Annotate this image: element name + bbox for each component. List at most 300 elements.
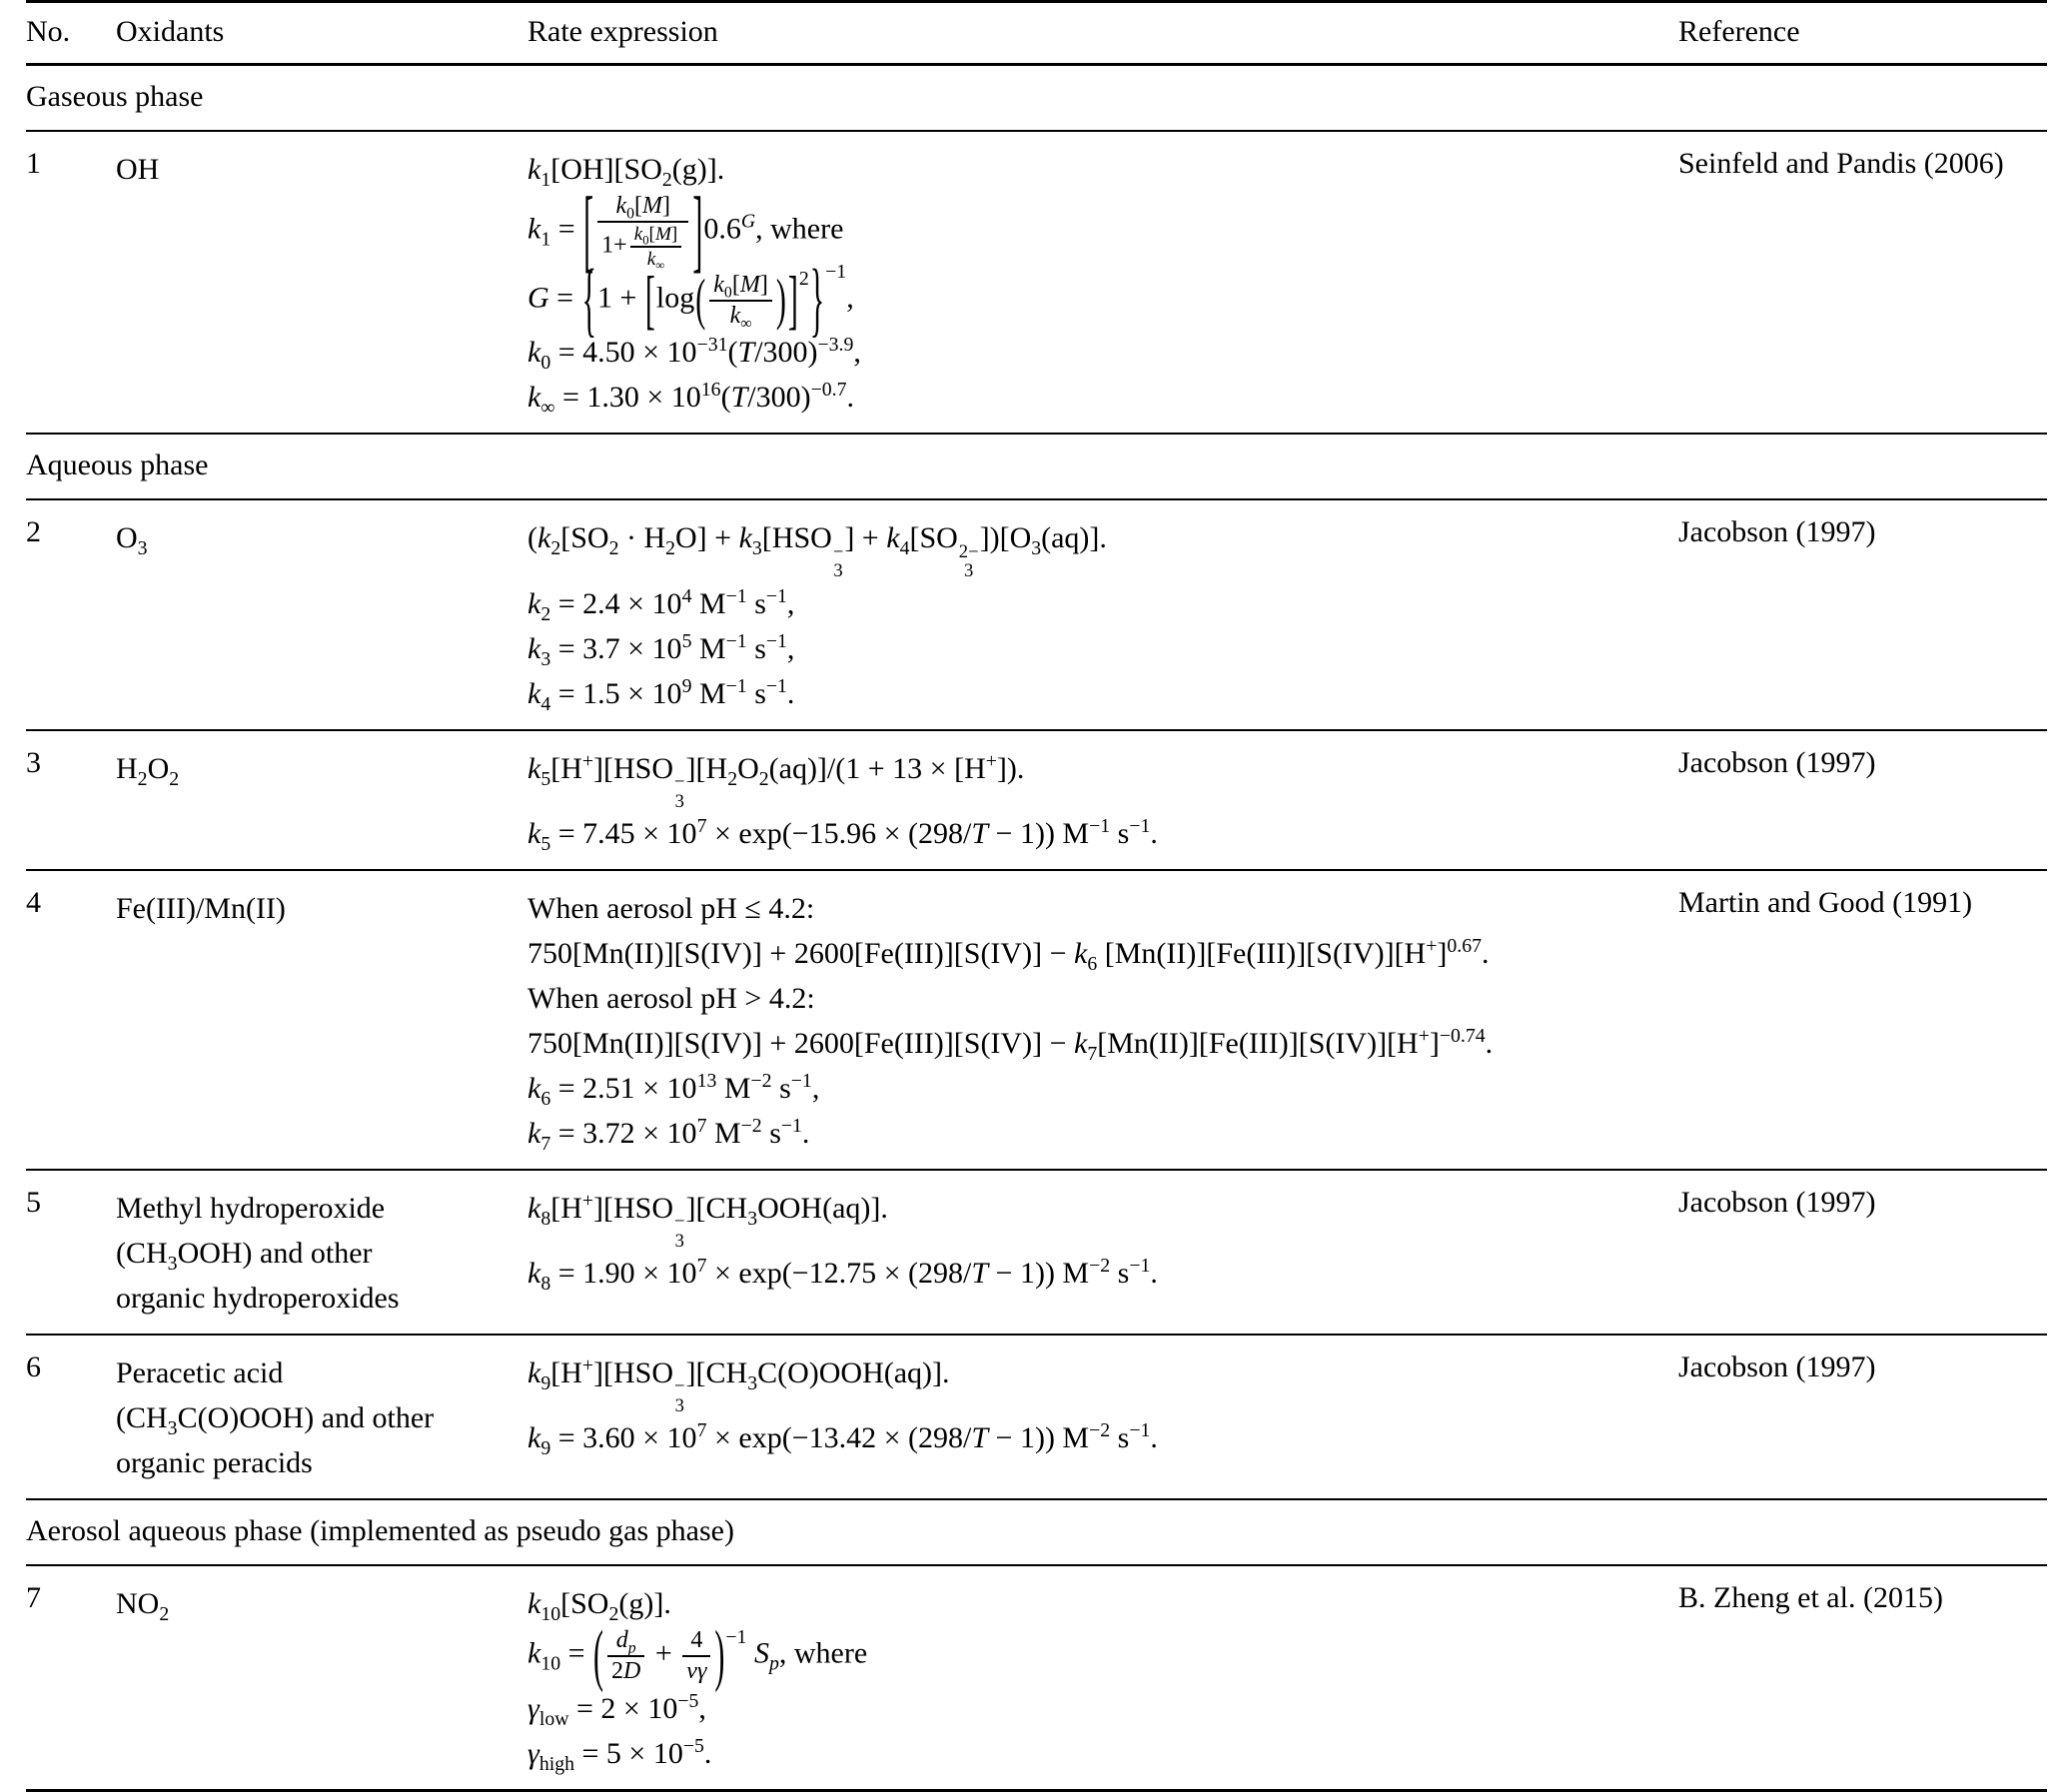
- stack-sub: [675, 1396, 684, 1416]
- math-var: k: [1074, 1027, 1088, 1061]
- subscript: [540, 603, 550, 625]
- math-text: , where: [755, 212, 844, 246]
- section-label: Gaseous phase: [26, 80, 204, 113]
- oxidant-line: [116, 1440, 527, 1485]
- denominator: [607, 1655, 644, 1686]
- row-number: 7: [26, 1581, 41, 1615]
- math-text: s: [761, 1117, 781, 1151]
- math-text: 9: [540, 1372, 551, 1395]
- math-text: −31: [696, 334, 728, 357]
- math-text: , where: [778, 1636, 868, 1670]
- math-text: When aerosol pH > 4.2:: [527, 982, 815, 1016]
- math-text: −1: [765, 674, 787, 697]
- math-text: ,: [786, 631, 795, 665]
- rate-expression-line: [527, 746, 1678, 811]
- math-text: = 1.90 × 10: [550, 1257, 697, 1291]
- subscript: [1031, 537, 1041, 559]
- table-row: [26, 500, 2047, 730]
- math-text: M: [691, 631, 726, 665]
- math-text: −1: [765, 629, 787, 652]
- math-text: 3: [1031, 537, 1042, 560]
- table-row: [26, 1171, 2047, 1336]
- subscript: [727, 768, 737, 790]
- math-text: 3: [137, 537, 148, 560]
- row-number: 2: [26, 515, 41, 549]
- math-text: (g)].: [671, 153, 725, 186]
- math-text: × exp(−15.96 × (298/: [706, 817, 972, 851]
- math-text: .: [786, 676, 795, 710]
- math-text: ][HSO: [593, 751, 674, 785]
- oxidant-line: [116, 886, 527, 931]
- superscript: [697, 1070, 717, 1092]
- math-text: = 3.72 × 10: [550, 1117, 697, 1151]
- math-text: [Mn(II)][Fe(III)][S(IV)][H: [1097, 937, 1427, 971]
- subscript: [540, 1372, 550, 1394]
- math-var: k: [633, 223, 643, 245]
- superscript: [986, 750, 997, 772]
- math-text: · H: [618, 521, 666, 555]
- subscript: [540, 768, 550, 790]
- math-text: 10: [540, 1652, 561, 1675]
- subscript: [665, 537, 675, 559]
- oxidant-cell: [116, 1350, 527, 1485]
- rate-expression-line: [527, 1251, 1678, 1296]
- math-text: 750[Mn(II)][S(IV)] + 2600[Fe(III)][S(IV)] −: [527, 937, 1074, 971]
- math-text: 0: [642, 233, 649, 248]
- subscript: [138, 537, 148, 559]
- math-text: 3: [747, 1372, 758, 1395]
- subscript: [540, 833, 550, 855]
- math-text: [Mn(II)][Fe(III)][S(IV)][H: [1097, 1027, 1419, 1061]
- oxidant-line: [116, 1581, 527, 1626]
- row-number: 4: [26, 886, 41, 920]
- math-text: +: [985, 749, 997, 772]
- math-text: ]: [670, 223, 678, 245]
- rate-expression-line: [527, 1186, 1678, 1251]
- math-text: −1: [1129, 1419, 1151, 1442]
- denominator: [682, 1655, 710, 1686]
- section-label: Aerosol aqueous phase (implemented as pseudo gas phase): [26, 1514, 734, 1548]
- math-text: 0: [540, 352, 551, 375]
- math-var: M: [654, 223, 671, 245]
- rate-expression-cell: [527, 147, 1678, 420]
- math-text: ])[O: [979, 521, 1032, 555]
- math-text: ]: [662, 193, 671, 219]
- math-var: T: [971, 1257, 989, 1291]
- superscript: [1129, 815, 1150, 837]
- math-text: −2: [1089, 1419, 1111, 1442]
- math-var: γ: [527, 1691, 539, 1725]
- math-text: .: [1482, 937, 1490, 971]
- math-var: k: [1074, 937, 1088, 971]
- denominator: [709, 300, 772, 331]
- math-text: 5: [540, 767, 551, 790]
- math-text: 2: [608, 537, 619, 560]
- subscript: [168, 1417, 178, 1439]
- math-text: 1+: [601, 232, 627, 259]
- rate-expression-line: [527, 1415, 1678, 1460]
- math-text: 0.6: [703, 212, 741, 246]
- math-text: ][HSO: [593, 1356, 674, 1390]
- math-var: k: [527, 212, 541, 246]
- math-text: 7: [696, 815, 707, 838]
- math-text: [OH][SO: [550, 153, 662, 186]
- oxidant-cell: [116, 515, 527, 560]
- math-text: /300): [747, 381, 811, 415]
- math-var: k: [615, 193, 627, 219]
- subscript: [609, 537, 619, 559]
- math-var: T: [730, 381, 748, 415]
- math-text: = 1.5 × 10: [550, 676, 682, 710]
- rate-expression-line: [527, 1021, 1678, 1066]
- subscript: [540, 1653, 560, 1675]
- math-text: × exp(−13.42 × (298/: [706, 1421, 972, 1455]
- rate-expression-line: [527, 581, 1678, 626]
- math-text: log: [655, 281, 695, 315]
- math-text: −0.7: [810, 379, 847, 402]
- math-var: k: [527, 1636, 541, 1670]
- subscript: [540, 397, 554, 419]
- math-text: OOH(aq)].: [757, 1192, 888, 1226]
- superscript: [582, 1190, 593, 1212]
- math-var: S: [753, 1636, 769, 1670]
- math-text: 0: [723, 284, 732, 302]
- stack-sub: [675, 1232, 684, 1252]
- math-var: γ: [527, 1736, 539, 1770]
- subscript: [540, 1088, 550, 1110]
- math-text: −1: [725, 584, 747, 607]
- math-text: ]: [1437, 937, 1448, 971]
- math-var: k: [527, 1192, 541, 1226]
- math-var: T: [971, 817, 989, 851]
- table-row: [26, 1566, 2047, 1792]
- math-text: .: [1150, 1257, 1158, 1291]
- fraction: [709, 271, 772, 331]
- math-text: −1: [825, 260, 847, 283]
- math-text: 4: [681, 584, 692, 607]
- math-text: 9: [540, 1437, 551, 1460]
- math-var: T: [971, 1421, 989, 1455]
- math-text: [H: [550, 751, 582, 785]
- math-text: 2: [665, 537, 675, 560]
- math-text: 7: [696, 1255, 707, 1278]
- superscript: [766, 585, 787, 607]
- rate-expression-line: [527, 811, 1678, 856]
- math-text: = 1.30 × 10: [554, 381, 701, 415]
- oxidant-line: [116, 147, 527, 192]
- superscript: [726, 630, 747, 652]
- math-text: .: [1150, 817, 1158, 851]
- math-text: 2: [727, 767, 738, 790]
- math-text: 4: [690, 1627, 703, 1654]
- math-text: (g)].: [618, 1587, 671, 1621]
- math-text: OH: [116, 153, 160, 186]
- stretchy-bracket: }: [809, 254, 825, 347]
- numerator: [682, 1626, 710, 1655]
- sub-sup-stack: [959, 542, 979, 581]
- math-text: .: [1485, 1027, 1494, 1061]
- superscript: [1089, 815, 1110, 837]
- math-var: k: [527, 1257, 541, 1291]
- math-text: −1: [1089, 815, 1111, 838]
- math-var: T: [737, 336, 755, 370]
- math-text: H: [116, 751, 138, 785]
- math-text: − 1)) M: [988, 817, 1090, 851]
- rate-expression-line: [527, 1731, 1678, 1776]
- math-text: 3: [674, 1394, 684, 1416]
- math-text: Peracetic acid: [116, 1356, 284, 1390]
- math-text: [: [648, 223, 655, 245]
- math-var: k: [527, 1587, 541, 1621]
- math-var: k: [738, 521, 752, 555]
- rate-expression-line: [527, 976, 1678, 1021]
- math-text: .: [1150, 1421, 1158, 1455]
- math-text: ∞: [540, 397, 555, 420]
- row-number: 1: [26, 147, 41, 180]
- math-text: .: [703, 1736, 712, 1770]
- fraction: [597, 192, 688, 271]
- superscript: [766, 675, 787, 697]
- reference-cell: Seinfeld and Pandis (2006): [1678, 147, 2004, 180]
- math-var: k: [527, 751, 541, 785]
- math-text: ][CH: [685, 1356, 748, 1390]
- subscript: [540, 1273, 550, 1295]
- math-var: vγ: [686, 1657, 707, 1684]
- superscript: [1440, 1025, 1486, 1047]
- reference-cell: Jacobson (1997): [1678, 745, 1876, 779]
- oxidant-line: [116, 746, 527, 791]
- subscript: [759, 768, 769, 790]
- math-text: C(O)OOH(aq)].: [757, 1356, 950, 1390]
- numerator: [607, 1626, 644, 1655]
- math-text: 2: [798, 267, 809, 290]
- math-text: 6: [540, 1088, 551, 1111]
- math-text: 10: [540, 1603, 561, 1626]
- math-text: s: [1110, 817, 1130, 851]
- superscript: [701, 380, 721, 402]
- math-text: ,: [786, 586, 795, 620]
- reference-cell: Jacobson (1997): [1678, 1350, 1876, 1384]
- math-text: [: [634, 193, 643, 219]
- math-text: [HSO: [761, 521, 832, 555]
- oxidant-line: [116, 1350, 527, 1395]
- math-text: 2: [169, 767, 180, 790]
- row-number: 3: [26, 745, 41, 779]
- math-text: .: [846, 381, 854, 415]
- math-text: Methyl hydroperoxide: [116, 1192, 386, 1226]
- rate-expression-line: [527, 1350, 1678, 1415]
- reference-cell: B. Zheng et al. (2015): [1678, 1581, 1943, 1615]
- stack-sub: [675, 792, 684, 812]
- math-text: [SO: [909, 521, 958, 555]
- math-text: 1: [540, 228, 551, 251]
- math-text: −2: [740, 1115, 762, 1138]
- math-text: ] +: [844, 521, 887, 555]
- math-text: [H: [550, 1356, 582, 1390]
- subscript: [608, 1603, 618, 1625]
- math-text: −1: [780, 1115, 802, 1138]
- math-text: −2: [1089, 1255, 1111, 1278]
- superscript: [741, 1115, 762, 1137]
- stretchy-bracket: ]: [692, 180, 703, 283]
- math-text: 2: [159, 1603, 170, 1626]
- math-text: −: [674, 771, 685, 793]
- math-text: 750[Mn(II)][S(IV)] + 2600[Fe(III)][S(IV)] −: [527, 1027, 1074, 1061]
- math-var: k: [729, 302, 741, 329]
- math-text: 3: [751, 537, 762, 560]
- subscript: [747, 1208, 757, 1230]
- math-var: D: [623, 1657, 641, 1684]
- math-var: k: [527, 336, 541, 370]
- math-text: ∞: [655, 258, 665, 273]
- oxidant-line: [116, 1276, 527, 1321]
- math-text: M: [706, 1117, 741, 1151]
- stretchy-bracket: ): [775, 269, 786, 333]
- math-text: 2: [550, 537, 561, 560]
- math-text: ][H: [685, 751, 728, 785]
- math-text: M: [716, 1072, 751, 1106]
- math-text: ,: [811, 1072, 820, 1106]
- superscript: [1447, 935, 1482, 957]
- math-text: 8: [540, 1273, 551, 1296]
- superscript: [1129, 1420, 1150, 1442]
- math-text: −: [674, 1211, 685, 1233]
- stretchy-bracket: [: [644, 264, 655, 337]
- math-var: k: [713, 271, 724, 298]
- superscript: [751, 1070, 772, 1092]
- superscript: [697, 815, 707, 837]
- stack-sub: [833, 561, 842, 581]
- rate-expression-line: [527, 886, 1678, 931]
- math-text: ∞: [740, 315, 752, 333]
- math-var: k: [527, 586, 541, 620]
- math-text: C(O)OOH) and other: [177, 1401, 435, 1435]
- math-text: −1: [1129, 1255, 1151, 1278]
- rate-expression-cell: [527, 886, 1678, 1156]
- math-text: 3: [167, 1417, 178, 1440]
- math-text: 5: [540, 833, 551, 856]
- math-text: +: [581, 749, 594, 772]
- math-text: O: [737, 751, 759, 785]
- math-text: 3: [964, 560, 974, 582]
- table-row: [26, 132, 2047, 435]
- section-header-row: [26, 1500, 2047, 1566]
- math-text: −: [832, 540, 844, 562]
- superscript: [741, 210, 755, 232]
- section-header-row: [26, 435, 2047, 500]
- math-text: O: [147, 751, 170, 785]
- math-text: [SO: [560, 521, 609, 555]
- rate-expression-line: [527, 626, 1678, 671]
- math-text: 2: [608, 1603, 619, 1626]
- math-text: 6: [1087, 953, 1098, 976]
- superscript: [683, 1735, 704, 1757]
- rate-expression-line: [527, 1686, 1678, 1731]
- subscript: [159, 1603, 169, 1625]
- math-text: [: [731, 271, 740, 298]
- stretchy-bracket: ]: [787, 264, 798, 337]
- subscript: [540, 1133, 550, 1155]
- math-text: (: [720, 381, 731, 415]
- math-text: 3: [833, 560, 843, 582]
- math-text: = 2.4 × 10: [550, 586, 682, 620]
- col-header-rate-expression: Rate expression: [527, 15, 718, 48]
- math-var: k: [527, 1356, 541, 1390]
- math-text: −1: [790, 1070, 812, 1093]
- math-text: 16: [700, 379, 721, 402]
- math-var: k: [527, 1117, 541, 1151]
- math-text: 0.67: [1447, 935, 1483, 958]
- superscript: [811, 380, 847, 402]
- sub-sup-stack: [674, 1212, 685, 1251]
- math-text: ]: [1429, 1027, 1440, 1061]
- math-text: (: [527, 521, 537, 555]
- math-var: M: [739, 271, 760, 298]
- math-text: (CH: [116, 1401, 168, 1435]
- math-text: 5: [681, 629, 692, 652]
- superscript: [697, 335, 728, 357]
- rate-expression-cell: [527, 1350, 1678, 1460]
- subscript: [540, 648, 550, 670]
- math-text: = 2 × 10: [568, 1691, 678, 1725]
- math-text: NO: [116, 1587, 160, 1621]
- math-text: (: [727, 336, 738, 370]
- subscript: [628, 1640, 636, 1657]
- math-var: k: [527, 631, 541, 665]
- superscript: [1089, 1420, 1110, 1442]
- math-text: s: [1110, 1257, 1130, 1291]
- math-var: d: [615, 1627, 628, 1654]
- math-text: = 3.60 × 10: [550, 1421, 697, 1455]
- subscript: [539, 1708, 569, 1730]
- math-text: =: [550, 212, 583, 246]
- math-var: M: [642, 193, 663, 219]
- math-text: When aerosol pH ≤ 4.2:: [527, 892, 815, 926]
- math-text: ][CH: [685, 1192, 748, 1226]
- stretchy-bracket: {: [581, 254, 596, 347]
- table-row: [26, 871, 2047, 1171]
- math-text: s: [771, 1072, 791, 1106]
- rate-expression-line: [527, 1066, 1678, 1111]
- math-text: =: [548, 281, 581, 315]
- math-var: k: [646, 248, 656, 270]
- rate-expression-line: [527, 931, 1678, 976]
- math-text: +: [1418, 1025, 1430, 1048]
- math-text: 2: [758, 767, 769, 790]
- superscript: [726, 585, 747, 607]
- denominator: [597, 221, 688, 271]
- sub-sup-stack: [833, 542, 844, 581]
- math-text: ]: [759, 271, 768, 298]
- math-text: .: [801, 1117, 810, 1151]
- subscript: [169, 768, 179, 790]
- reference-cell: Jacobson (1997): [1678, 515, 1876, 549]
- oxidant-line: [116, 515, 527, 560]
- col-header-no: No.: [26, 15, 71, 48]
- rate-expression-cell: [527, 1581, 1678, 1776]
- superscript: [697, 1420, 707, 1442]
- math-text: O: [116, 521, 138, 555]
- math-text: = 4.50 × 10: [550, 336, 697, 370]
- math-var: k: [886, 521, 900, 555]
- math-text: 7: [1087, 1043, 1098, 1066]
- rate-expression-line: [527, 671, 1678, 716]
- math-text: M: [691, 676, 726, 710]
- subscript: [540, 1603, 560, 1625]
- table-header-row: [26, 3, 2047, 66]
- math-text: 2: [540, 602, 551, 625]
- math-text: s: [746, 631, 766, 665]
